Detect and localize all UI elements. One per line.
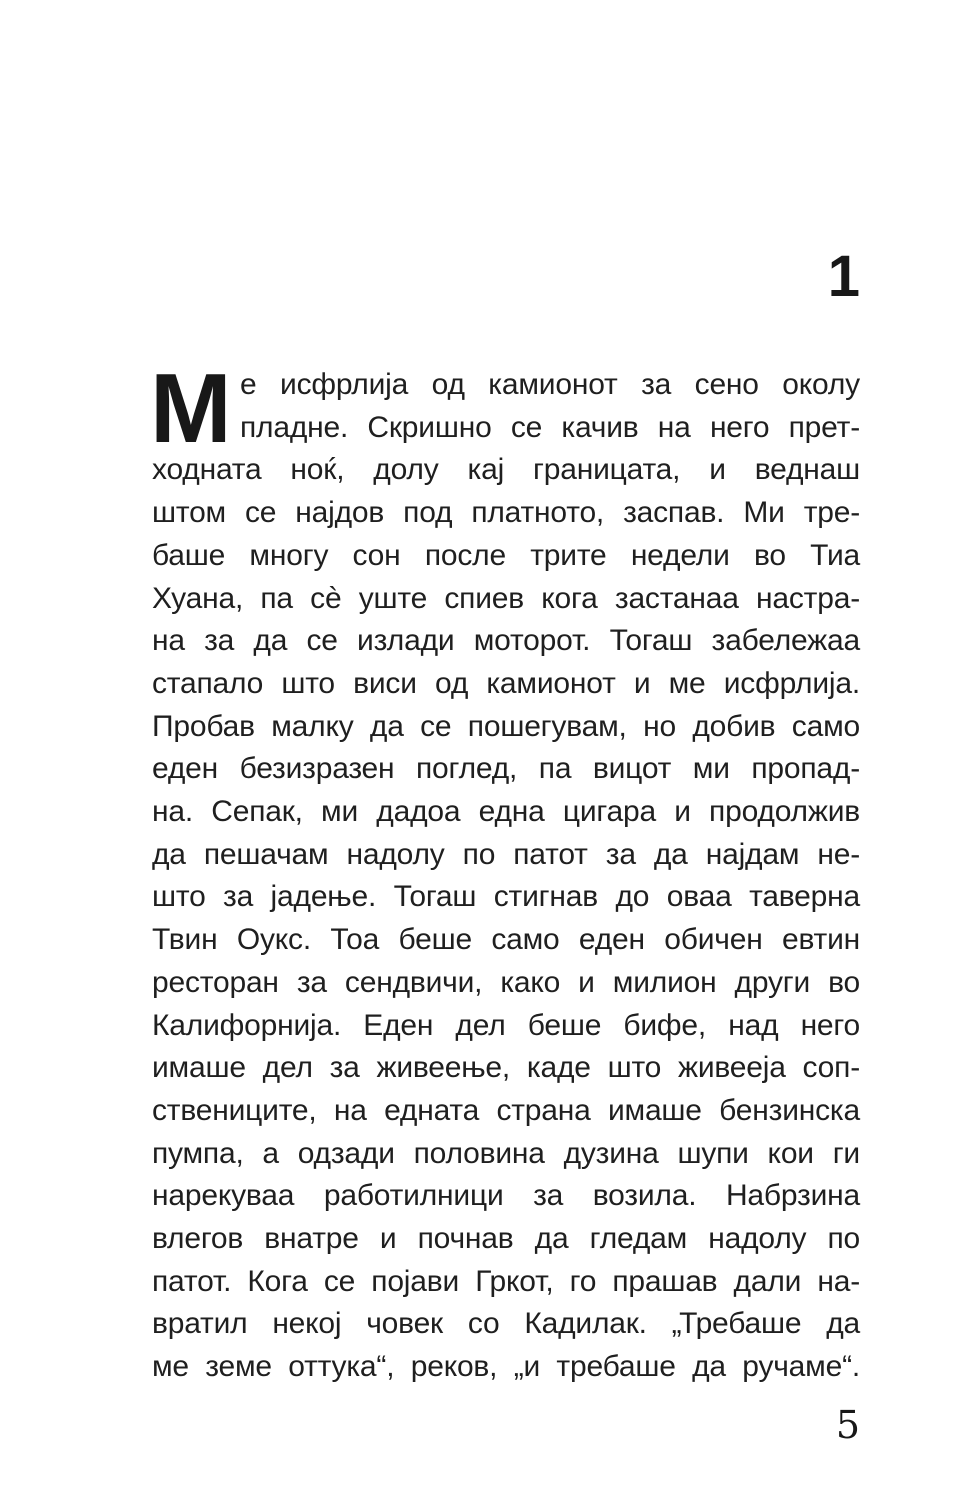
page-number: 5 [835,1403,860,1447]
text-line: на. Сепак, ми дадоа една цигара и продолжив [152,795,860,829]
text-line: да пешачам надолу по патот за да најдам не- [152,837,860,871]
text-line: ствениците, на едната страна имаше бензинска [152,1093,860,1127]
text-line: еден безизразен поглед, па вицот ми пропад- [152,752,860,786]
text-line: пумпа, а одзади половина дузина шупи кои ги [152,1136,860,1170]
text-line: Твин Оукс. Тоа беше само еден обичен евтин [152,923,860,957]
text-line: на за да се излади моторот. Тогаш забележаа [152,624,860,658]
text-line: ресторан за сендвичи, како и милион други во [152,965,860,999]
text-line: патот. Кога се појави Гркот, го прашав дали на- [152,1264,860,1298]
chapter-number: 1 [827,244,860,309]
text-line: вратил некој човек со Кадилак. „Требаше да [152,1307,860,1341]
text-line: Хуана, па сè уште спиев кога застанаа настра- [152,581,860,615]
text-line: е исфрлија од камионот за сено околу [240,368,860,401]
text-line: ходната ноќ, долу кај границата, и веднаш [152,453,860,487]
text-line: стапало што виси од камионот и ме исфрлија. [152,666,860,700]
text-line: Пробав малку да се пошегувам, но добив само [152,709,860,743]
text-line: што за јадење. Тогаш стигнав до оваа таверна [152,880,860,914]
text-line: влегов внатре и почнав да гледам надолу по [152,1222,860,1256]
paragraph [150,353,860,1389]
text-line: штом се најдов под платното, заспав. Ми тре- [152,496,860,530]
paragraph-lines [152,364,860,1389]
text-line: нарекуваа работилници за возила. Набрзина [152,1179,860,1213]
text-line: имаше дел за живеење, каде што живееја соп- [152,1051,860,1085]
text-line: ме земе оттука“, реков, „и требаше да ручаме“. [152,1350,860,1384]
drop-cap: М [150,353,232,463]
text-line: пладне. Скришно се качив на него прет- [240,410,860,444]
text-line: баше многу сон после трите недели во Тиа [152,538,860,572]
text-line: Калифорнија. Еден дел беше бифе, над него [152,1008,860,1042]
